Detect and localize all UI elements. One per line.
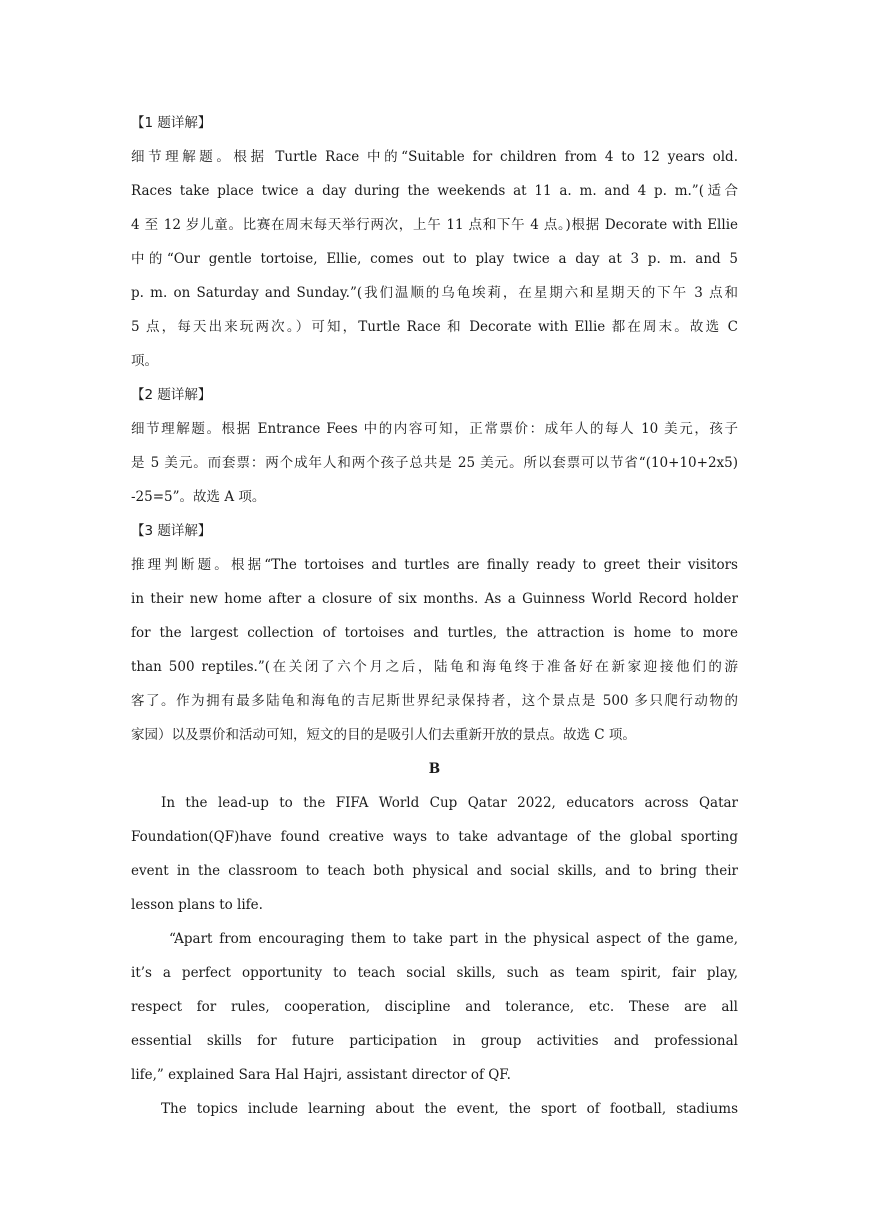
q1-line-5: p. m. on Saturday and Sunday.”(我们温顺的乌龟埃莉，在星期六和星期天的下午 3 点和 [131,285,738,301]
q2-line-1: 细节理解题。根据 Entrance Fees 中的内容可知，正常票价：成年人的每人 10 美元，孩子 [131,421,738,437]
q3-line-6: 家园）以及票价和活动可知，短文的目的是吸引人们去重新开放的景点。故选 C 项。 [131,727,636,743]
b-p1-line-1: In the lead-up to the FIFA World Cup Qatar 2022, educators across Qatar [161,795,738,811]
b-p2-line-2: it’s a perfect opportunity to teach social skills, such as team spirit, fair play, [131,965,738,981]
b-p2-line-1: “Apart from encouraging them to take part in the physical aspect of the game, [169,931,738,947]
b-p2-line-5: life,” explained Sara Hal Hajri, assistant director of QF. [131,1067,511,1083]
q1-line-4: 中的“Our gentle tortoise, Ellie, comes out to play twice a day at 3 p. m. and 5 [131,251,738,267]
b-p1-line-4: lesson plans to life. [131,897,263,913]
q1-line-6: 5 点，每天出来玩两次。）可知，Turtle Race 和 Decorate with Ellie 都在周末。故选 C [131,319,738,335]
b-p1-line-2: Foundation(QF)have found creative ways to take advantage of the global sporting [131,829,738,845]
q3-line-2: in their new home after a closure of six months. As a Guinness World Record holder [131,591,738,607]
b-p2-line-4: essential skills for future participation in group activities and professional [131,1033,738,1049]
q2-line-2: 是 5 美元。而套票：两个成年人和两个孩子总共是 25 美元。所以套票可以节省“(10+10+2x5) [131,455,738,471]
q1-line-3: 4 至 12 岁儿童。比赛在周末每天举行两次，上午 11 点和下午 4 点。)根据 Decorate with Ellie [131,217,738,233]
b-p2-line-3: respect for rules, cooperation, discipline and tolerance, etc. These are all [131,999,738,1015]
q3-line-5: 客了。作为拥有最多陆龟和海龟的吉尼斯世界纪录保持者，这个景点是 500 多只爬行动物的 [131,693,738,709]
q3-heading: 【3 题详解】 [131,523,212,539]
q3-line-3: for the largest collection of tortoises and turtles, the attraction is home to more [131,625,738,641]
document-page [131,106,738,1126]
q1-heading: 【1 题详解】 [131,115,212,131]
q2-heading: 【2 题详解】 [131,387,212,403]
section-b-title: B [428,761,441,777]
q3-line-4: than 500 reptiles.”(在关闭了六个月之后，陆龟和海龟终于准备好在新家迎接他们的游 [131,659,738,675]
q1-line-7: 项。 [131,353,158,369]
q1-line-2: Races take place twice a day during the weekends at 11 a. m. and 4 p. m.”(适合 [131,183,738,199]
b-p3-line-1: The topics include learning about the event, the sport of football, stadiums [161,1101,738,1117]
b-p1-line-3: event in the classroom to teach both physical and social skills, and to bring their [131,863,738,879]
q3-line-1: 推理判断题。根据“The tortoises and turtles are finally ready to greet their visitors [131,557,738,573]
q1-line-1: 细节理解题。根据 Turtle Race 中的“Suitable for children from 4 to 12 years old. [131,149,738,165]
q2-line-3: -25=5”。故选 A 项。 [131,489,266,505]
